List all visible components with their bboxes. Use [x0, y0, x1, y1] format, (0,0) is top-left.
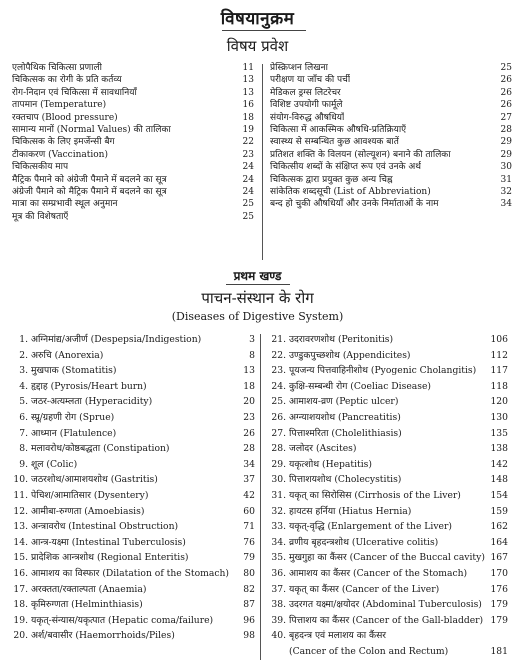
toc-entry-title: तापमान (Temperature) — [12, 100, 107, 111]
toc-entry-page: 71 — [243, 521, 255, 533]
toc-entry-title: रक्तचाप (Blood pressure) — [12, 112, 118, 123]
toc-entry — [268, 644, 508, 660]
toc-entry — [10, 504, 255, 520]
toc-entry — [270, 186, 512, 198]
toc-entry-number: 14. — [13, 536, 28, 548]
toc-entry — [268, 504, 508, 520]
toc-entry-number: 34. — [271, 536, 286, 548]
toc-entry — [268, 566, 508, 582]
toc-entry-number: 19. — [13, 614, 28, 626]
toc-entry — [270, 124, 512, 136]
toc-entry-title: मुखपाक (Stomatitis) — [31, 365, 117, 377]
toc-entry — [270, 99, 512, 111]
toc-entry — [270, 174, 512, 186]
toc-entry-title: उण्डुकपुच्छशोथ (Appendicites) — [289, 349, 411, 361]
toc-entry-title: चिकित्सकीय माप — [12, 162, 69, 173]
toc-entry — [10, 348, 255, 364]
toc-entry-title: अंग्रेजी पैमाने को मैट्रिक पैमाने में बदलने का सूत्र — [12, 186, 167, 197]
toc-entry — [268, 379, 508, 395]
toc-entry-page: 26 — [243, 427, 255, 439]
toc-entry-number: 12. — [13, 505, 28, 517]
toc-entry-number: 32. — [271, 505, 286, 517]
intro-left-column — [12, 62, 254, 223]
toc-entry-title: उदरगत यक्ष्मा/क्षयोदर (Abdominal Tuberculosis) — [289, 599, 482, 611]
toc-entry-page: 32 — [500, 186, 512, 197]
toc-entry-title: संयोग-विरुद्ध औषधियाँ — [270, 112, 345, 123]
toc-entry-page: 25 — [500, 63, 512, 73]
toc-entry-title: परीक्षण या जाँच की पर्ची — [270, 75, 351, 86]
toc-entry-title: चिकित्सीय शब्दों के संक्षिप्त रूप एवं उनके अर्थ — [270, 162, 421, 173]
toc-entry-title: अग्न्याशयशोथ (Pancreatitis) — [289, 411, 401, 423]
toc-entry-title: आध्मान (Flatulence) — [31, 427, 117, 439]
toc-entry-page: 164 — [490, 536, 508, 548]
toc-entry-page: 11 — [242, 63, 254, 73]
toc-entry — [10, 550, 255, 566]
toc-entry — [10, 582, 255, 598]
toc-entry-title: टीकाकरण (Vaccination) — [12, 149, 108, 160]
toc-entry-title: कुक्षि-सम्बन्धी रोग (Coeliac Disease) — [289, 380, 431, 392]
toc-entry-number: 6. — [19, 411, 28, 423]
toc-entry-page: 18 — [242, 112, 254, 123]
toc-entry — [268, 613, 508, 629]
toc-entry-page: 26 — [500, 87, 512, 98]
toc-entry-title: हृद्दाह (Pyrosis/Heart burn) — [31, 380, 147, 392]
toc-entry-title: कृमिरुग्णता (Helminthiasis) — [31, 599, 143, 611]
section-underline — [226, 284, 290, 285]
toc-entry-page: 30 — [500, 162, 512, 173]
toc-entry-page: 28 — [500, 124, 512, 135]
toc-entry-title: अन्त्रावरोध (Intestinal Obstruction) — [31, 521, 179, 533]
toc-entry-page: 159 — [490, 505, 508, 517]
toc-entry-page: 130 — [490, 411, 508, 423]
disease-left-column — [10, 332, 255, 644]
toc-entry-number: 7. — [19, 427, 28, 439]
toc-entry-page: 138 — [490, 443, 508, 455]
toc-entry-title: मलावरोध/कोष्ठबद्धता (Constipation) — [31, 443, 170, 455]
toc-entry-title: हायटस हर्निया (Hiatus Hernia) — [289, 505, 412, 517]
toc-entry-page: 16 — [242, 100, 254, 111]
column-divider — [262, 64, 263, 260]
toc-entry-page: 87 — [243, 599, 255, 611]
intro-heading: विषय प्रवेश — [226, 37, 289, 55]
toc-entry-title: आमीबा-रुग्णता (Amoebiasis) — [31, 505, 145, 517]
toc-entry-number: 13. — [13, 521, 28, 533]
toc-entry-title: पूयजन्य पित्तवाहिनीशोथ (Pyogenic Cholangitis) — [289, 365, 477, 377]
toc-entry-number: 37. — [271, 583, 286, 595]
toc-entry-page: 13 — [242, 75, 254, 86]
toc-entry-title: आमाशय-व्रण (Peptic ulcer) — [289, 396, 399, 408]
toc-entry — [12, 198, 254, 210]
toc-entry-number: 29. — [271, 458, 286, 470]
toc-entry-number: 31. — [271, 489, 286, 501]
toc-entry-title: चिकित्सक के लिए इमर्जेन्सी बैग — [12, 137, 115, 148]
toc-entry — [268, 426, 508, 442]
toc-entry — [12, 186, 254, 198]
toc-entry — [10, 535, 255, 551]
toc-entry-title: पित्ताशय का कैंसर (Cancer of the Gall-bladder) — [289, 614, 484, 626]
toc-entry-title: उदरावरणशोथ (Peritonitis) — [289, 334, 394, 345]
toc-entry-title: जलोदर (Ascites) — [289, 443, 357, 455]
toc-entry — [12, 124, 254, 136]
toc-entry — [268, 550, 508, 566]
toc-entry-page: 60 — [243, 505, 255, 517]
toc-entry-title: मेडिकल ड्रग्स लिटरेचर — [270, 87, 341, 98]
toc-entry-page: 22 — [242, 137, 254, 148]
toc-entry-page: 76 — [243, 536, 255, 548]
toc-entry-page: 96 — [243, 614, 255, 626]
toc-entry-title: स्वास्थ्य से सम्बन्धित कुछ आवश्यक बातें — [270, 137, 399, 148]
toc-entry — [12, 62, 254, 74]
toc-entry-page: 26 — [500, 100, 512, 111]
toc-entry-number: 9. — [19, 458, 28, 470]
toc-entry-page: 34 — [500, 199, 512, 210]
toc-entry — [268, 535, 508, 551]
toc-entry-page: 29 — [500, 149, 512, 160]
toc-entry-title: मूत्र की विशेषताएँ — [12, 211, 69, 222]
toc-entry-number: 23. — [271, 365, 286, 377]
toc-entry-title: (Cancer of the Colon and Rectum) — [289, 645, 449, 657]
toc-entry-number: 15. — [13, 552, 28, 564]
toc-entry-page: 34 — [243, 458, 255, 470]
toc-entry — [10, 488, 255, 504]
toc-entry-page: 120 — [490, 396, 508, 408]
page-title: विषयानुक्रम — [220, 9, 295, 29]
toc-entry — [268, 332, 508, 348]
toc-entry — [10, 566, 255, 582]
column-divider — [260, 334, 261, 660]
toc-entry-page: 18 — [243, 380, 255, 392]
toc-entry-title: यकृत्शोथ (Hepatitis) — [289, 458, 372, 470]
toc-entry-page: 79 — [243, 552, 255, 564]
toc-entry-page: 118 — [490, 380, 508, 392]
toc-entry-title: चिकित्सक का रोगी के प्रति कर्तव्य — [12, 75, 122, 86]
toc-entry-title: जठरशोथ/आमाशयशोथ (Gastritis) — [31, 474, 158, 486]
toc-entry — [10, 519, 255, 535]
toc-entry-page: 181 — [490, 645, 508, 657]
toc-entry-page: 80 — [243, 567, 255, 579]
toc-entry-page: 24 — [242, 162, 254, 173]
toc-entry-page: 23 — [243, 411, 255, 423]
toc-entry-page: 8 — [249, 349, 255, 361]
toc-entry-page: 29 — [500, 137, 512, 148]
toc-entry-title: बृहदन्त्र एवं मलाशय का कैंसर — [289, 630, 387, 642]
toc-entry — [12, 99, 254, 111]
section-subtitle: (Diseases of Digestive System) — [171, 310, 344, 323]
toc-entry — [268, 472, 508, 488]
toc-entry-page: 24 — [242, 174, 254, 185]
toc-entry-title: सांकेतिक शब्दसूची (List of Abbreviation) — [270, 186, 431, 197]
toc-entry — [10, 410, 255, 426]
toc-entry — [12, 87, 254, 99]
toc-entry-page: 176 — [490, 583, 508, 595]
toc-entry-page: 3 — [249, 334, 255, 345]
toc-entry — [12, 211, 254, 223]
toc-entry-title: पित्ताश्मरिता (Cholelithiasis) — [289, 427, 402, 439]
toc-entry-page: 117 — [490, 365, 508, 377]
toc-entry-title: व्रणीय बृहदन्त्रशोथ (Ulcerative colitis) — [289, 536, 439, 548]
title-underline — [222, 30, 306, 31]
toc-entry-number: 17. — [13, 583, 28, 595]
toc-entry-number: 28. — [271, 443, 286, 455]
toc-entry-title: सामान्य मानों (Normal Values) की तालिका — [12, 124, 171, 135]
toc-entry-title: पेचिश/आमातिसार (Dysentery) — [31, 489, 149, 501]
toc-entry-number: 10. — [13, 474, 28, 486]
toc-entry — [10, 379, 255, 395]
toc-entry-number: 20. — [13, 630, 28, 642]
toc-entry-title: रोग-निदान एवं चिकित्सा में सावधानियाँ — [12, 87, 137, 98]
toc-entry-page: 37 — [243, 474, 255, 486]
toc-entry — [268, 457, 508, 473]
toc-entry-page: 13 — [242, 87, 254, 98]
toc-entry — [12, 136, 254, 148]
toc-entry — [268, 441, 508, 457]
toc-entry — [10, 332, 255, 348]
toc-entry-number: 25. — [271, 396, 286, 408]
toc-entry-number: 40. — [271, 630, 286, 642]
toc-entry-number: 8. — [19, 443, 28, 455]
toc-entry-number: 36. — [271, 567, 286, 579]
toc-entry-number: 21. — [271, 334, 286, 345]
toc-entry-title: प्रतिशत शक्ति के विलयन (सोल्यूशन) बनाने की तालिका — [270, 149, 451, 160]
toc-entry-number: 18. — [13, 599, 28, 611]
section-label: प्रथम खण्ड — [233, 269, 282, 283]
toc-entry-page: 31 — [500, 174, 512, 185]
intro-right-column — [270, 62, 512, 211]
toc-entry-page: 82 — [243, 583, 255, 595]
toc-entry — [268, 582, 508, 598]
toc-entry-number: 5. — [19, 396, 28, 408]
toc-entry-number: 30. — [271, 474, 286, 486]
toc-entry-title: प्रादेशिक आन्त्रशोथ (Regional Enteritis) — [31, 552, 189, 564]
toc-entry-number: 26. — [271, 411, 286, 423]
toc-entry — [268, 628, 508, 644]
toc-entry-page: 162 — [490, 521, 508, 533]
toc-entry — [12, 74, 254, 86]
toc-entry-title: यकृत् का सिरोसिस (Cirrhosis of the Liver) — [289, 489, 461, 501]
toc-entry-number: 16. — [13, 567, 28, 579]
toc-entry-number: 1. — [19, 334, 28, 345]
toc-entry — [10, 363, 255, 379]
toc-entry — [12, 161, 254, 173]
toc-entry — [268, 410, 508, 426]
toc-entry-title: यकृत् का कैंसर (Cancer of the Liver) — [289, 583, 440, 595]
toc-entry-title: आन्त्र-यक्ष्मा (Intestinal Tuberculosis) — [31, 536, 186, 548]
toc-entry-page: 26 — [500, 75, 512, 86]
toc-entry-number: 4. — [19, 380, 28, 392]
toc-entry-page: 148 — [490, 474, 508, 486]
toc-entry-page: 167 — [490, 552, 508, 564]
toc-entry-number: 35. — [271, 552, 286, 564]
toc-entry — [12, 112, 254, 124]
toc-entry-title: स्प्रू/ग्रहणी रोग (Sprue) — [31, 411, 115, 423]
toc-entry-title: मैट्रिक पैमाने को अंग्रेजी पैमाने में बदलने का सूत्र — [12, 174, 167, 185]
toc-entry — [268, 394, 508, 410]
toc-entry-number: 33. — [271, 521, 286, 533]
toc-entry-number: 24. — [271, 380, 286, 392]
toc-entry-title: जठर-अत्यम्लता (Hyperacidity) — [31, 396, 153, 408]
toc-entry-number: 39. — [271, 614, 286, 626]
toc-entry-number: 27. — [271, 427, 286, 439]
toc-entry-page: 170 — [490, 567, 508, 579]
toc-entry-page: 179 — [490, 599, 508, 611]
toc-entry-title: अर्श/बवासीर (Haemorrhoids/Piles) — [31, 630, 175, 642]
toc-entry-page: 13 — [243, 365, 255, 377]
toc-entry-page: 42 — [243, 489, 255, 501]
toc-entry-page: 24 — [242, 186, 254, 197]
toc-entry-page: 142 — [490, 458, 508, 470]
toc-entry — [10, 441, 255, 457]
toc-entry — [10, 628, 255, 644]
toc-entry-title: यकृत्-वृद्धि (Enlargement of the Liver) — [289, 521, 452, 533]
toc-entry — [270, 62, 512, 74]
toc-entry-title: प्रेस्क्रिप्शन लिखना — [270, 63, 328, 73]
disease-right-column — [268, 332, 508, 659]
toc-entry — [270, 198, 512, 210]
toc-entry-number: 22. — [271, 349, 286, 361]
toc-entry-page: 28 — [243, 443, 255, 455]
toc-entry — [268, 597, 508, 613]
toc-entry-title: बन्द हो चुकी औषधियाँ और उनके निर्माताओं के नाम — [270, 199, 439, 210]
toc-entry-title: यकृत्-संन्यास/यकृत्पात (Hepatic coma/failure) — [31, 614, 214, 626]
toc-entry — [270, 161, 512, 173]
toc-entry — [268, 488, 508, 504]
toc-entry-number: 11. — [13, 489, 28, 501]
toc-entry-page: 23 — [242, 149, 254, 160]
toc-entry-page: 135 — [490, 427, 508, 439]
toc-entry-title: मुखगुहा का कैंसर (Cancer of the Buccal cavity) — [289, 552, 485, 564]
toc-entry-page: 154 — [490, 489, 508, 501]
toc-entry — [270, 112, 512, 124]
toc-entry — [10, 426, 255, 442]
toc-entry — [270, 149, 512, 161]
toc-entry-title: चिकित्सा में आकस्मिक औषधि-प्रतिक्रियाएँ — [270, 124, 407, 135]
toc-entry-number: 2. — [19, 349, 28, 361]
toc-entry-title: अरक्तता/रक्ताल्पता (Anaemia) — [31, 583, 147, 595]
toc-entry-title: मात्रा का सम्प्रभावी स्थूल अनुमान — [12, 199, 118, 210]
toc-entry-title: विशिष्ट उपयोगी फार्मूले — [270, 100, 343, 111]
toc-entry — [10, 457, 255, 473]
section-title: पाचन-संस्थान के रोग — [201, 289, 314, 307]
toc-entry — [10, 472, 255, 488]
toc-entry-title: शूल (Colic) — [31, 458, 78, 470]
toc-entry-page: 112 — [490, 349, 508, 361]
toc-entry-page: 27 — [500, 112, 512, 123]
toc-entry-title: अग्निमांद्य/अजीर्ण (Despepsia/Indigestion) — [31, 334, 202, 345]
toc-entry — [10, 394, 255, 410]
toc-entry — [10, 597, 255, 613]
toc-entry-page: 19 — [242, 124, 254, 135]
toc-entry — [268, 519, 508, 535]
toc-entry-page: 25 — [242, 199, 254, 210]
toc-entry-page: 98 — [243, 630, 255, 642]
toc-entry-page: 179 — [490, 614, 508, 626]
toc-entry — [12, 149, 254, 161]
toc-entry — [12, 174, 254, 186]
toc-entry — [10, 613, 255, 629]
toc-entry — [270, 87, 512, 99]
toc-entry — [268, 348, 508, 364]
toc-entry — [270, 136, 512, 148]
toc-entry-page: 25 — [242, 211, 254, 222]
toc-entry-title: चिकित्सक द्वारा प्रयुक्त कुछ अन्य चिह्न — [270, 174, 393, 185]
toc-entry-title: अरुचि (Anorexia) — [31, 349, 104, 361]
toc-entry-page: 106 — [490, 334, 508, 345]
toc-entry-number: 38. — [271, 599, 286, 611]
toc-entry — [270, 74, 512, 86]
toc-entry-title: आमाशय का कैंसर (Cancer of the Stomach) — [289, 567, 468, 579]
toc-entry-title: एलोपैथिक चिकित्सा प्रणाली — [12, 63, 102, 73]
disease-toc — [10, 332, 510, 662]
intro-toc — [12, 62, 512, 262]
toc-entry-title: आमाशय का विस्फार (Dilatation of the Stomach) — [31, 567, 229, 579]
toc-entry-number: 3. — [19, 365, 28, 377]
toc-entry — [268, 363, 508, 379]
toc-entry-page: 20 — [243, 396, 255, 408]
toc-entry-title: पित्ताशयशोथ (Cholecystitis) — [289, 474, 402, 486]
